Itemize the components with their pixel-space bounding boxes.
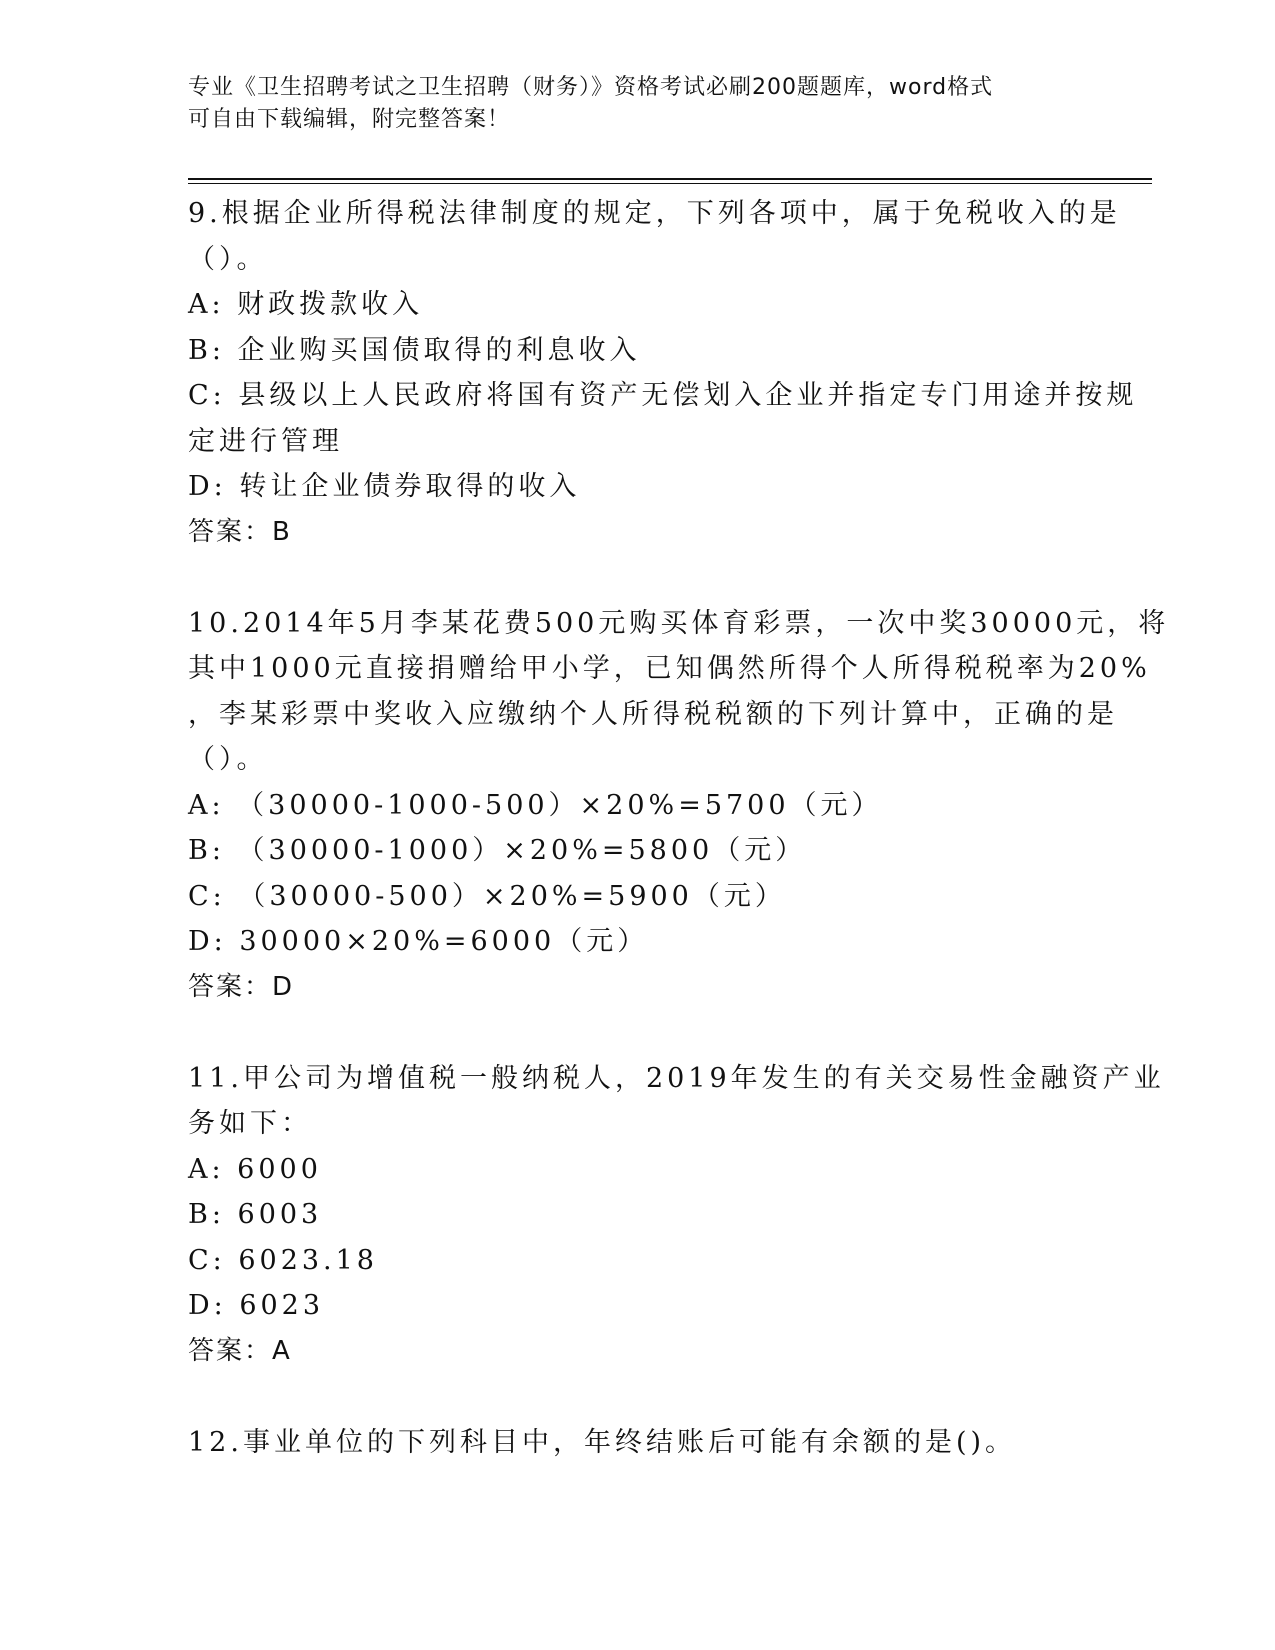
question-9 <box>188 191 1138 555</box>
question-10-stem-line-3: ，李某彩票中奖收入应缴纳个人所得税税额的下列计算中，正确的是 <box>188 698 1118 730</box>
question-11-option-b: B: 6003 <box>188 1199 323 1230</box>
question-list <box>188 191 1170 1465</box>
question-9-option-a: A: 财政拨款收入 <box>188 289 424 320</box>
question-11-option-a: A: 6000 <box>188 1153 322 1185</box>
question-11-option-d: D: 6023 <box>188 1290 325 1321</box>
question-10-option-a: A: （30000-1000-500）×20%=5700（元） <box>188 789 883 821</box>
question-10 <box>188 601 1170 1011</box>
question-10-option-c: C: （30000-500）×20%=5900（元） <box>188 880 786 912</box>
header-rule-thin <box>188 183 1152 184</box>
question-10-answer: 答案：D <box>188 971 295 1002</box>
question-9-stem-line-2: （）。 <box>188 243 268 275</box>
question-12-stem-line-1: 12.事业单位的下列科目中，年终结账后可能有余额的是()。 <box>188 1426 1017 1458</box>
question-9-option-b: B: 企业购买国债取得的利息收入 <box>188 334 641 366</box>
question-9-option-c-line-2: 定进行管理 <box>188 425 343 457</box>
question-11 <box>188 1056 1165 1375</box>
header-line-1: 专业《卫生招聘考试之卫生招聘（财务）》资格考试必刷200题题库，word格式 <box>188 75 994 100</box>
header-rule-thick <box>188 178 1152 180</box>
document-header <box>188 72 1068 136</box>
question-9-option-c-line-1: C: 县级以上人民政府将国有资产无偿划入企业并指定专门用途并按规 <box>188 380 1138 411</box>
question-10-stem-line-2: 其中1000元直接捐赠给甲小学，已知偶然所得个人所得税税率为20% <box>188 653 1151 684</box>
spacer <box>188 1010 1088 1056</box>
question-11-option-c: C: 6023.18 <box>188 1244 378 1276</box>
question-10-option-b: B: （30000-1000）×20%=5800（元） <box>188 835 807 866</box>
spacer <box>188 1374 1088 1420</box>
question-11-stem-line-1: 11.甲公司为增值税一般纳税人，2019年发生的有关交易性金融资产业 <box>188 1062 1165 1094</box>
question-9-answer: 答案：B <box>188 516 292 547</box>
question-12 <box>188 1420 1088 1466</box>
header-line-2: 可自由下载编辑，附完整答案！ <box>188 107 511 132</box>
spacer <box>188 555 1088 601</box>
question-9-stem-line-1: 9.根据企业所得税法律制度的规定，下列各项中，属于免税收入的是 <box>188 198 1121 229</box>
question-10-option-d: D: 30000×20%=6000（元） <box>188 926 649 957</box>
question-11-stem-line-2: 务如下： <box>188 1108 312 1139</box>
question-10-stem-line-1: 10.2014年5月李某花费500元购买体育彩票，一次中奖30000元，将 <box>188 607 1170 639</box>
question-11-answer: 答案：A <box>188 1335 292 1366</box>
question-9-option-d: D: 转让企业债券取得的收入 <box>188 471 581 502</box>
question-10-stem-line-4: （）。 <box>188 744 268 775</box>
